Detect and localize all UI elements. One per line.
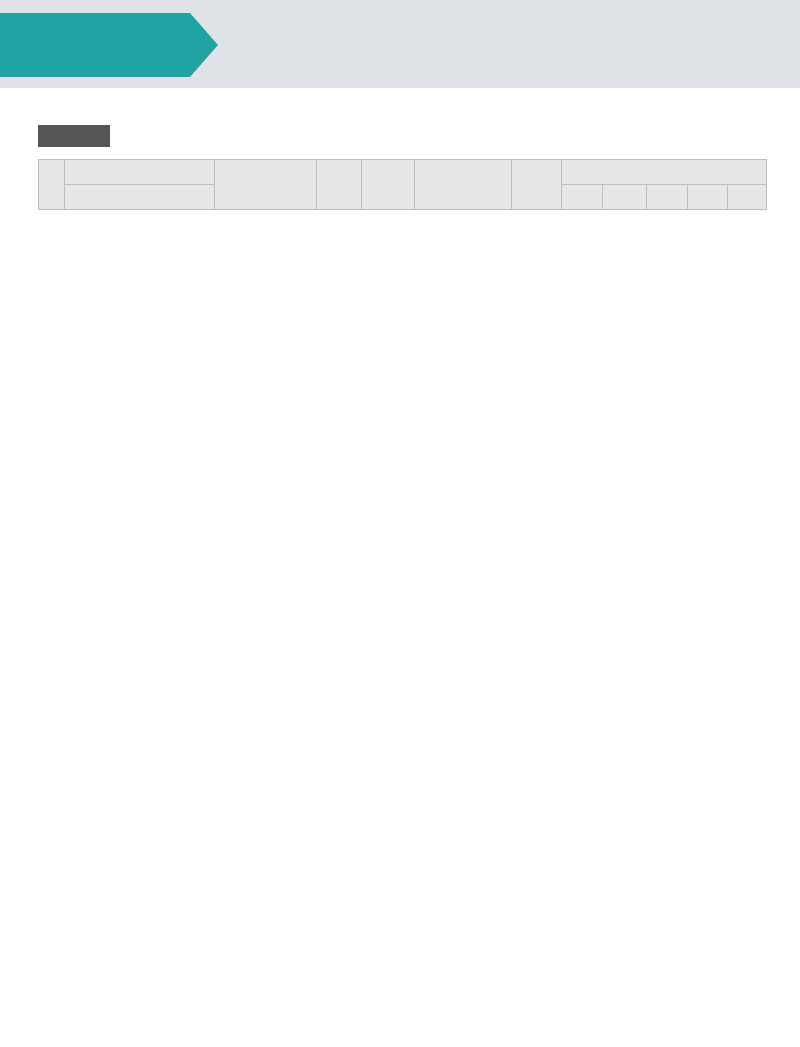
- section-badge: [38, 125, 110, 147]
- banner-arrow-shape: [0, 13, 218, 77]
- header-no: [39, 160, 65, 210]
- header-size-e: [728, 185, 767, 210]
- header-pipe: [512, 160, 562, 210]
- spec-table: [38, 159, 767, 210]
- header-inverter-system: [65, 185, 215, 210]
- header-head: [362, 160, 415, 210]
- header-flow: [415, 160, 512, 210]
- header-size-b: [603, 185, 647, 210]
- header-size-a: [562, 185, 603, 210]
- header-size: [562, 160, 767, 185]
- header-size-d: [688, 185, 728, 210]
- type-banner: [0, 13, 218, 77]
- header-voltage: [215, 160, 317, 210]
- header-size-c: [647, 185, 688, 210]
- header-system-type: [65, 160, 215, 185]
- header-output: [317, 160, 362, 210]
